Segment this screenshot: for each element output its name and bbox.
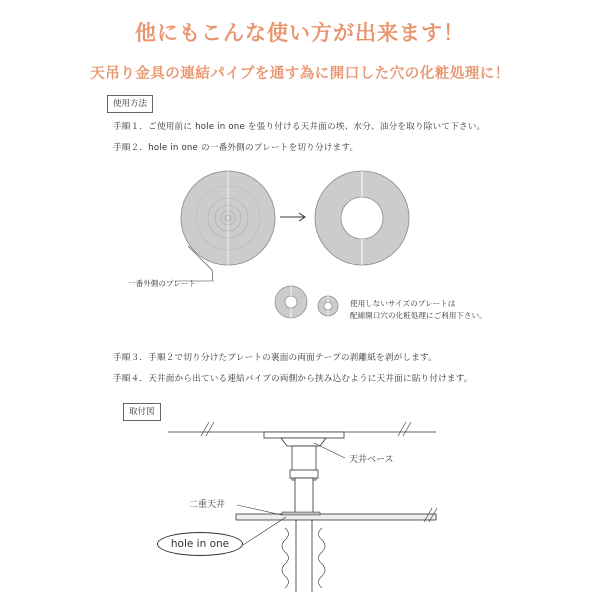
hole-in-one-label: hole in one	[157, 532, 243, 556]
cut-ring-illustration	[315, 171, 409, 265]
full-plate-illustration	[181, 171, 275, 265]
small-rings-illustration	[275, 286, 338, 318]
step-2-text: 手順２．hole in one の一番外側のプレートを切り分けます。	[113, 143, 359, 153]
subtitle: 天吊り金具の連結パイプを通す為に開口した穴の化粧処理に！	[90, 66, 510, 82]
main-title: 他にもこんな使い方が出来ます！	[135, 21, 465, 45]
unused-plate-note-line2: 配線開口穴の化粧処理にご利用下さい。	[350, 311, 487, 320]
unused-plate-note-line1: 使用しないサイズのプレートは	[350, 299, 456, 308]
outer-plate-label: 一番外側のプレート	[128, 279, 197, 288]
mounting-section-header: 取付図	[123, 403, 161, 421]
step-1-text: 手順１．ご使用前に hole in one を張り付ける天井面の埃、水分、油分を取り除いて下さい。	[113, 122, 486, 132]
step-3-text: 手順３．手順２で切り分けたプレートの裏面の両面テープの剥離紙を剥がします。	[113, 353, 437, 363]
ceiling-base-label: 天井ベース	[349, 455, 394, 465]
usage-section-header: 使用方法	[107, 95, 153, 113]
arrow-right-icon	[280, 213, 305, 221]
step-4-text: 手順４．天井面から出ている連結パイプの両側から挟み込むように天井面に貼り付けます。	[113, 374, 473, 384]
double-ceiling-label: 二重天井	[189, 500, 226, 510]
